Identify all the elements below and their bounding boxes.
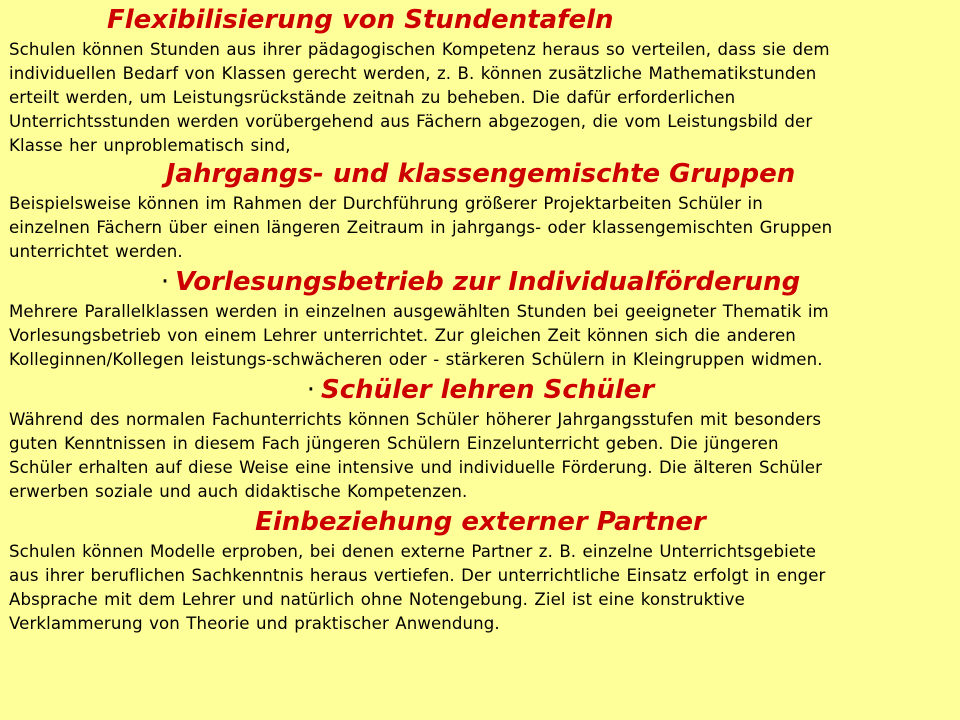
- section-heading: [9, 4, 952, 36]
- section-heading: [9, 506, 952, 538]
- body-line: erwerben soziale und auch didaktische Kompetenzen.: [9, 482, 468, 501]
- section-body: [9, 192, 952, 264]
- body-line: Vorlesungsbetrieb von einem Lehrer unterrichtet. Zur gleichen Zeit können sich die anderen: [9, 326, 796, 345]
- bullet-dot-icon: ·: [306, 375, 316, 405]
- section-body: [9, 300, 952, 372]
- body-line: Mehrere Parallelklassen werden in einzelnen ausgewählten Stunden bei geeigneter Thematik im: [9, 302, 829, 321]
- section-heading: [9, 158, 952, 190]
- section-vorlesungsbetrieb: [9, 266, 952, 372]
- body-line: Schüler erhalten auf diese Weise eine intensive und individuelle Förderung. Die älteren Schüler: [9, 458, 823, 477]
- body-line: Schulen können Stunden aus ihrer pädagogischen Kompetenz heraus so verteilen, dass sie dem: [9, 40, 830, 59]
- body-line: Klasse her unproblematisch sind,: [9, 136, 291, 155]
- section-flexibilisierung: [9, 4, 952, 158]
- body-line: Beispielsweise können im Rahmen der Durchführung größerer Projektarbeiten Schüler in: [9, 194, 763, 213]
- heading-text: Schüler lehren Schüler: [321, 375, 655, 405]
- body-line: aus ihrer beruflichen Sachkenntnis heraus vertiefen. Der unterrichtliche Einsatz erfolgt in enger: [9, 566, 826, 585]
- heading-text: Flexibilisierung von Stundentafeln: [107, 5, 614, 35]
- body-line: Unterrichtsstunden werden vorübergehend aus Fächern abgezogen, die vom Leistungsbild der: [9, 112, 813, 131]
- heading-text: Vorlesungsbetrieb zur Individualförderung: [175, 267, 801, 297]
- section-heading: [9, 266, 952, 298]
- body-line: Kolleginnen/Kollegen leistungs-schwächeren oder - stärkeren Schülern in Kleingruppen widmen.: [9, 350, 823, 369]
- section-body: [9, 38, 952, 158]
- section-gemischte-gruppen: [9, 158, 952, 264]
- body-line: Absprache mit dem Lehrer und natürlich ohne Notengebung. Ziel ist eine konstruktive: [9, 590, 745, 609]
- section-heading: [9, 374, 952, 406]
- body-line: erteilt werden, um Leistungsrückstände zeitnah zu beheben. Die dafür erforderlichen: [9, 88, 736, 107]
- body-line: guten Kenntnissen in diesem Fach jüngeren Schülern Einzelunterricht geben. Die jüngeren: [9, 434, 779, 453]
- section-body: [9, 540, 952, 636]
- section-externe-partner: [9, 506, 952, 636]
- body-line: unterrichtet werden.: [9, 242, 183, 261]
- section-schueler-lehren: [9, 374, 952, 504]
- body-line: Verklammerung von Theorie und praktischer Anwendung.: [9, 614, 500, 633]
- body-line: Während des normalen Fachunterrichts können Schüler höherer Jahrgangsstufen mit besonders: [9, 410, 822, 429]
- heading-text: Einbeziehung externer Partner: [255, 507, 706, 537]
- body-line: individuellen Bedarf von Klassen gerecht werden, z. B. können zusätzliche Mathematikstunden: [9, 64, 817, 83]
- heading-text: Jahrgangs- und klassengemischte Gruppen: [165, 159, 796, 189]
- body-line: einzelnen Fächern über einen längeren Zeitraum in jahrgangs- oder klassengemischten Gruppen: [9, 218, 833, 237]
- body-line: Schulen können Modelle erproben, bei denen externe Partner z. B. einzelne Unterrichtsgebiete: [9, 542, 817, 561]
- section-body: [9, 408, 952, 504]
- bullet-dot-icon: ·: [160, 267, 170, 297]
